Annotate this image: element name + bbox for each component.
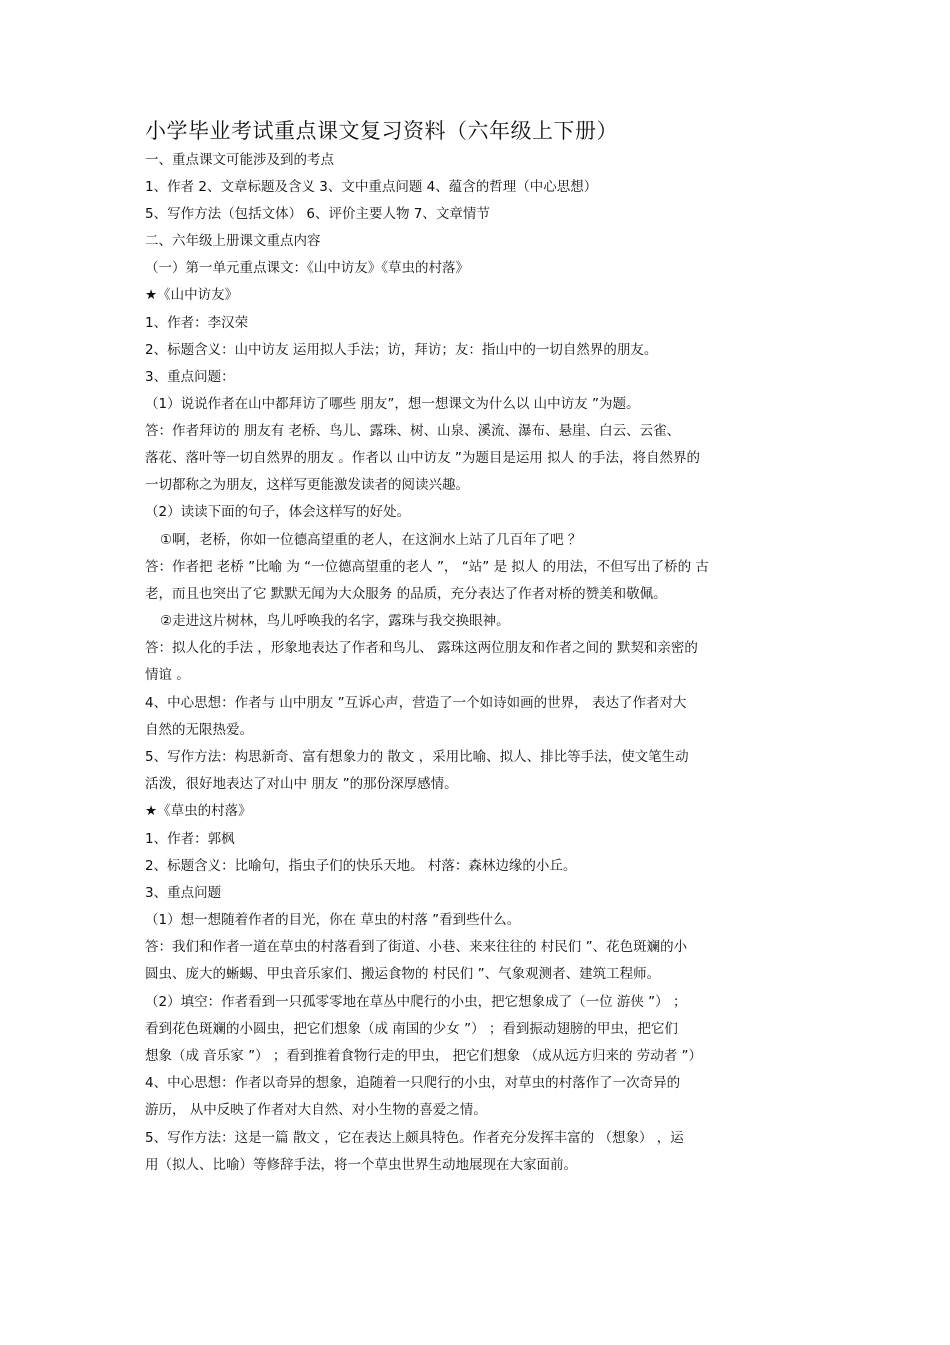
text-line: （一）第一单元重点课文：《山中访友》《草虫的村落》 (145, 260, 469, 276)
text-line: （2）读读下面的句子，体会这样写的好处。 (145, 504, 411, 520)
text-line: 想象（成 音乐家 ”） ；看到推着食物行走的甲虫， 把它们想象 （成从远方归来的 劳动者 ”） (145, 1048, 703, 1064)
text-line: ★《草虫的村落》 (145, 803, 252, 819)
text-line: 1、作者：李汉荣 (145, 315, 249, 331)
text-line: 看到花色斑斓的小圆虫，把它们想象（成 南国的少女 ”） ；看到振动翅膀的甲虫，把它们 (145, 1021, 678, 1037)
text-line: 答：作者把 老桥 ”比喻 为 “一位德高望重的老人 ”， “站” 是 拟人 的用法，不但写出了桥的 古 (145, 559, 709, 575)
text-line: 4、中心思想：作者与 山中朋友 ”互诉心声，营造了一个如诗如画的世界， 表达了作者对大 (145, 695, 687, 711)
text-line: 3、重点问题： (145, 369, 235, 385)
text-line: 游历， 从中反映了作者对大自然、对小生物的喜爱之情。 (145, 1102, 487, 1118)
text-line: 答：作者拜访的 朋友有 老桥、鸟儿、露珠、树、山泉、溪流、瀑布、悬崖、白云、云雀、 (145, 423, 681, 439)
text-line: （2）填空：作者看到一只孤零零地在草丛中爬行的小虫，把它想象成了（一位 游侠 ”） ； (145, 994, 687, 1010)
text-line: ②走进这片树林，鸟儿呼唤我的名字，露珠与我交换眼神。 (160, 613, 510, 629)
text-line: 5、写作方法：构思新奇、富有想象力的 散文 ，采用比喻、拟人、排比等手法，使文笔生动 (145, 749, 689, 765)
text-line: 情谊 。 (145, 667, 190, 683)
text-line: 2、标题含义：比喻句，指虫子们的快乐天地。 村落：森林边缘的小丘。 (145, 858, 577, 874)
text-line: 活泼，很好地表达了对山中 朋友 ”的那份深厚感情。 (145, 776, 458, 792)
text-line: 5、写作方法（包括文体） 6、评价主要人物 7、文章情节 (145, 206, 490, 222)
text-line: （1）想一想随着作者的目光，你在 草虫的村落 ”看到些什么。 (145, 912, 521, 928)
text-line: 1、作者 2、文章标题及含义 3、文中重点问题 4、蕴含的哲理（中心思想） (145, 179, 598, 195)
text-line: 落花、落叶等一切自然界的朋友 。作者以 山中访友 ”为题目是运用 拟人 的手法，将自然界的 (145, 450, 700, 466)
text-line: 答：我们和作者一道在草虫的村落看到了街道、小巷、来来往往的 村民们 ”、花色斑斓的小 (145, 939, 688, 955)
text-line: 自然的无限热爱。 (145, 722, 253, 738)
text-line: 一切都称之为朋友，这样写更能激发读者的阅读兴趣。 (145, 477, 469, 493)
text-line: 4、中心思想：作者以奇异的想象，追随着一只爬行的小虫，对草虫的村落作了一次奇异的 (145, 1075, 681, 1091)
text-line: 老，而且也突出了它 默默无闻为大众服务 的品质，充分表达了作者对桥的赞美和敬佩。 (145, 586, 667, 602)
document-title: 小学毕业考试重点课文复习资料（六年级上下册） (145, 119, 618, 143)
text-line: 1、作者：郭枫 (145, 831, 235, 847)
text-line: （1）说说作者在山中都拜访了哪些 朋友”，想一想课文为什么以 山中访友 ”为题。 (145, 396, 640, 412)
text-line: 用（拟人、比喻）等修辞手法，将一个草虫世界生动地展现在大家面前。 (145, 1157, 577, 1173)
text-line: 3、重点问题 (145, 885, 222, 901)
text-line: ★《山中访友》 (145, 287, 239, 303)
text-line: 一、重点课文可能涉及到的考点 (145, 152, 334, 168)
text-line: 二、六年级上册课文重点内容 (145, 233, 321, 249)
text-line: 圆虫、庞大的蜥蜴、甲虫音乐家们、搬运食物的 村民们 ”、气象观测者、建筑工程师。 (145, 966, 661, 982)
text-line: 答：拟人化的手法 ，形象地表达了作者和鸟儿、 露珠这两位朋友和作者之间的 默契和亲密的 (145, 640, 698, 656)
text-line: ①啊，老桥，你如一位德高望重的老人，在这涧水上站了几百年了吧 ？ (160, 532, 582, 548)
text-line: 5、写作方法：这是一篇 散文 ，它在表达上颇具特色。作者充分发挥丰富的 （想象） ，运 (145, 1130, 684, 1146)
text-line: 2、标题含义：山中访友 运用拟人手法；访，拜访；友：指山中的一切自然界的朋友。 (145, 342, 658, 358)
